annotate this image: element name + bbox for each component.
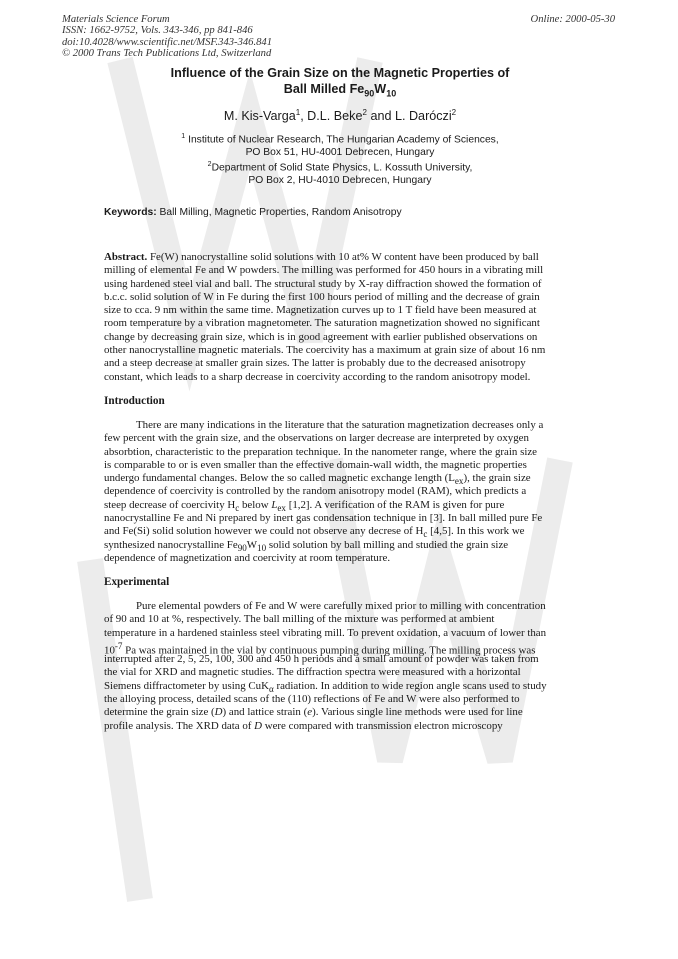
abstract-label: Abstract. [104,251,148,263]
paper-title [100,65,580,102]
publication-meta [62,14,272,60]
keywords [104,207,402,218]
author-3: and L. Daróczi [366,109,452,124]
author-2: , D.L. Beke [300,109,363,124]
title-line-1: Influence of the Grain Size on the Magnetic Properties of [170,66,510,80]
introduction-heading: Introduction [104,395,165,407]
doi-line[interactable]: doi:10.4028/www.scientific.net/MSF.343-346.841 [62,36,272,48]
copyright-line: © 2000 Trans Tech Publications Ltd, Switzerland [62,48,272,60]
affiliation-2: $^2$Department of Solid State Physics, L. Kossuth University, PO Box 2, HU-4010 Debrecen, Hungary [207,161,473,186]
introduction-paragraph: There are many indications in the literature that the saturation magnetization decreases only a few percent with the grain size, and the observations on larger decrease are interpreted by oxygen absorbtion, characteristic to the preparation technique. In the nanometer range, where the grain size is comparable to or is even smaller than the effective domain-wall width, the magnetic properties undergo fundamental changes. Below the so called magnetic exchange length $(L_{ex})$, the grain size dependence of coercivity is controlled by the random anisotropy model (RAM), which predicts a steep decrease of coercivity $H_c$ below $L_{ex}$ [1,2]. A verification of the RAM is given for pure nanocrystalline Fe and Ni prepared by inert gas condensation technique in [3]. In ball milled pure Fe and Fe(Si) solid solution however we could not observe any decrese of $H_c$ [4,5]. In this work we synthesized nanocrystalline $Fe_{90}W_{10}$ solid solution by ball milling and studied the grain size dependence of magnetization and coercivity at room temperature. [104,419,544,564]
issn-line: ISSN: 1662-9752, Vols. 343-346, pp 841-846 [62,25,253,37]
experimental-heading: Experimental [104,576,170,588]
online-date: Online: 2000-05-30 [530,14,615,25]
author-1: M. Kis-Varga [223,109,296,124]
affiliation-1: $^1$ Institute of Nuclear Research, The Hungarian Academy of Sciences, PO Box 51, HU-4001 Debrecen, Hungary [181,133,499,158]
journal-name: Materials Science Forum [62,14,170,25]
title-line-2: Ball Milled $Fe_{90}W_{10}$ [283,82,397,99]
experimental-paragraph: Pure elemental powders of Fe and W were carefully mixed prior to milling with concentration of 90 and 10 at %, respectively. The ball milling of the mixture was performed at ambient temperature in a hardened stainless steel vibrating mill. To prevent oxidation, a vacuum of lower than $10^{-7}$ Pa was maintained in the vial by continuous pumping during milling. The milling process was interrupted after 2, 5, 25, 100, 300 and 450 h periods and a small amount of powder was taken from the vial for XRD and magnetic studies. The diffraction spectra were measured with a horizontal Siemens diffractometer by using CuK$_\alpha$ radiation. In addition to wide region angle scans used to study the alloying process, detailed scans of the (110) reflections of Fe and W were also performed to determine the grain size (D) and lattice strain (e). Various single line methods were used for line profile analysis. The XRD data of D were compared with transmission electron microscopy [104,600,547,732]
author-list: M. Kis-Varga$^1$, D.L. Beke$^2$ and L. Daróczi$^2$ [223,108,457,124]
keywords-label: Keywords: [104,207,157,218]
keywords-text: Ball Milling, Magnetic Properties, Random Anisotropy [159,207,402,218]
abstract-paragraph: Abstract. Fe(W) nanocrystalline solid solutions with 10 at% W content have been produced by ball milling of elemental Fe and W powders. The milling was performed for 450 hours in a vibrating mill using hardened steel vial and ball. The structural study by X-ray diffraction showed the formation of b.c.c. solid solution of W in Fe during the first 100 hours period of milling and the decrease of grain size to cca. 9 nm within the same time. Magnetization curves up to 1 T field have been measured at room temperature by a vibration magnetometer. The saturation magnetization showed no significant change by decreasing grain size, which is in good agreement with earlier published observations on other nanocrystalline magnetic materials. The coercivity has a maximum at grain size of about 16 nm and a steep decrease at smaller grain sizes. The latter is probably due to the decreased anisotropy constant, which leads to a sharp decrease in coercivity according to the random anisotropy model. [104,251,546,383]
